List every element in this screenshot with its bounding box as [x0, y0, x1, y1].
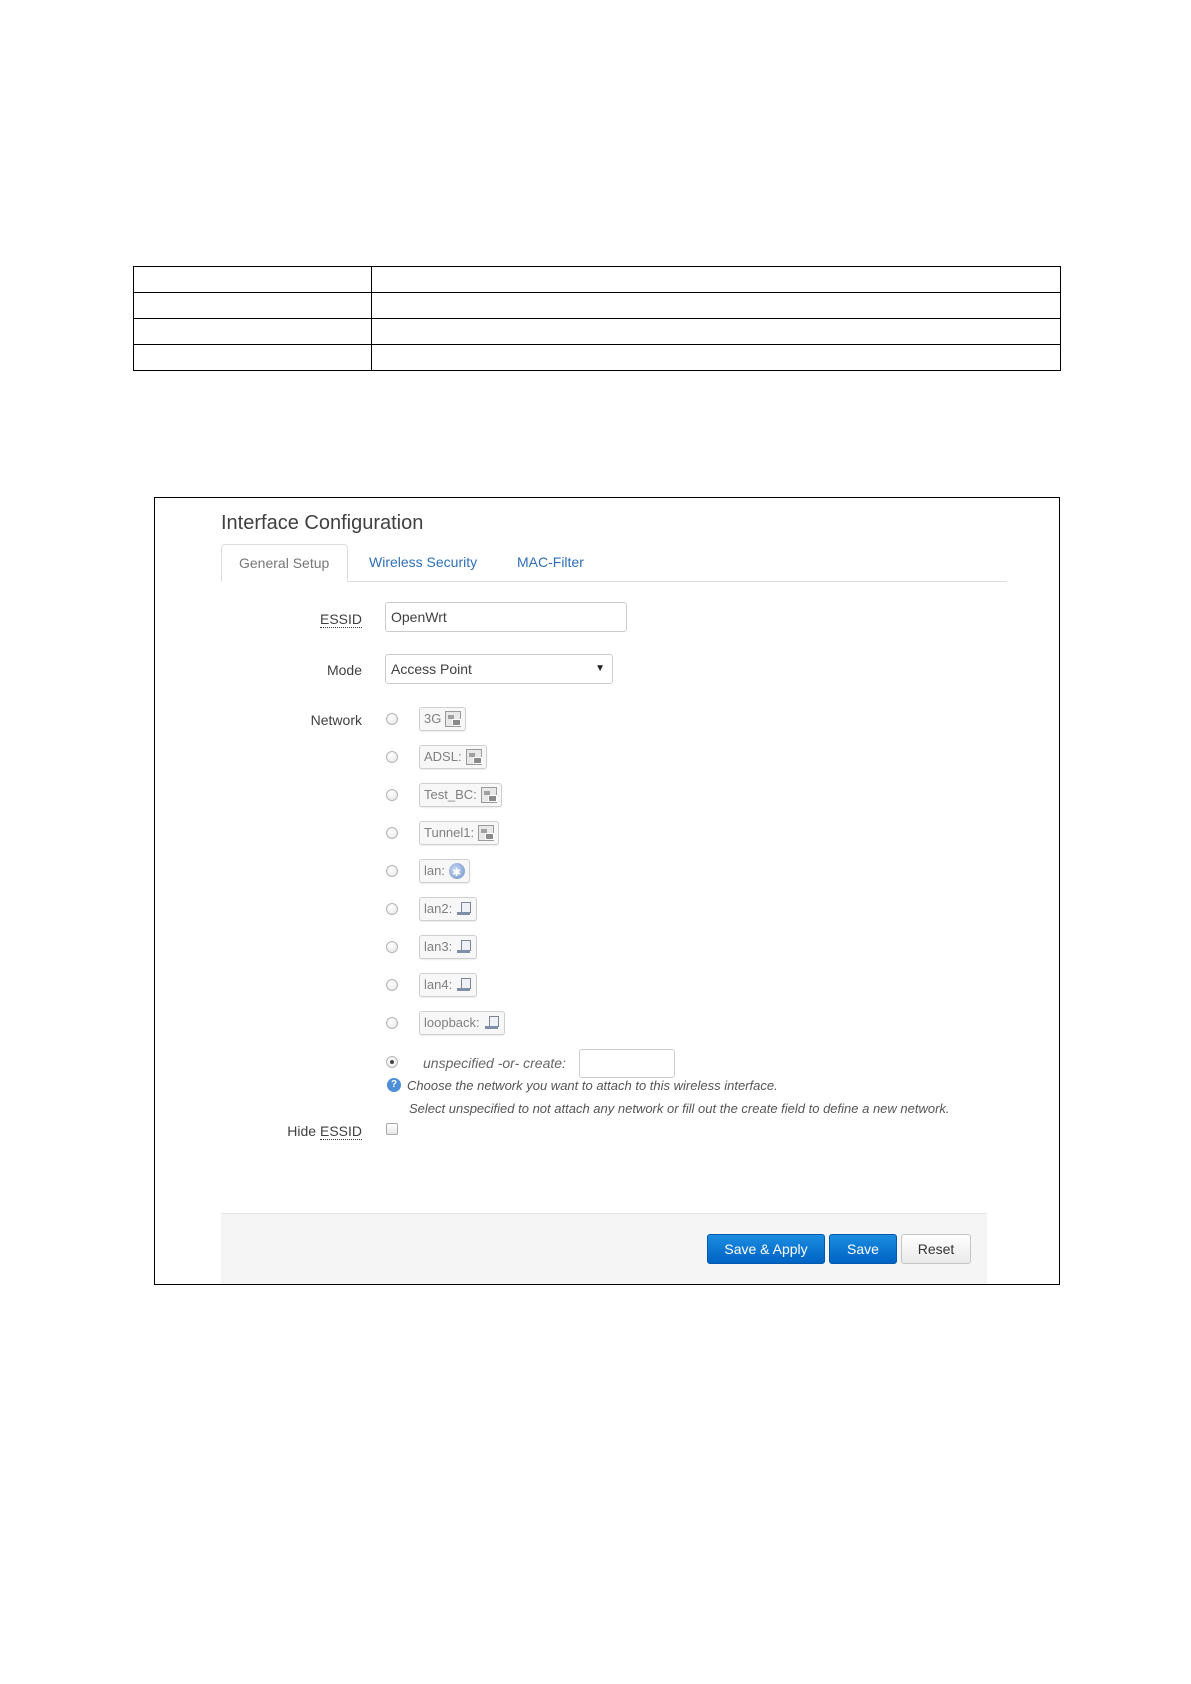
hide-essid-checkbox[interactable]: [386, 1123, 398, 1135]
tunnel-icon: [445, 711, 461, 727]
tab-wireless-security[interactable]: Wireless Security: [369, 554, 478, 570]
ethernet-icon: [456, 901, 472, 917]
reset-button[interactable]: Reset: [901, 1234, 971, 1264]
mode-select-value: Access Point: [391, 661, 472, 677]
tab-mac-filter[interactable]: MAC-Filter: [517, 554, 584, 570]
table-row: [134, 319, 1061, 345]
switch-icon: [449, 863, 465, 879]
mode-label-row: [221, 662, 362, 682]
network-option-lan3[interactable]: lan3:: [419, 935, 477, 959]
tunnel-icon: [466, 749, 482, 765]
network-radio-lan4[interactable]: [386, 979, 398, 991]
network-radio-test-bc[interactable]: [386, 789, 398, 801]
screenshot-frame: [154, 497, 1060, 1285]
ethernet-icon: [456, 977, 472, 993]
network-help-line1: Choose the network you want to attach to this wireless interface.: [407, 1078, 778, 1093]
network-help-line2: Select unspecified to not attach any network or fill out the create field to define a new network.: [409, 1101, 950, 1116]
network-option-loopback[interactable]: loopback:: [419, 1011, 505, 1035]
essid-label: ESSID: [319, 611, 362, 627]
network-radio-unspecified[interactable]: [386, 1056, 398, 1068]
network-radio-loopback[interactable]: [386, 1017, 398, 1029]
network-radio-lan[interactable]: [386, 865, 398, 877]
mode-label: Mode: [326, 662, 362, 678]
network-radio-3g[interactable]: [386, 713, 398, 725]
page-title: Interface Configuration: [221, 512, 424, 534]
network-radio-lan2[interactable]: [386, 903, 398, 915]
network-label-row: [221, 712, 362, 732]
table-row: [134, 267, 1061, 293]
document-table: [133, 266, 1061, 371]
network-option-3g[interactable]: 3G: [419, 707, 466, 731]
save-button[interactable]: Save: [829, 1234, 897, 1264]
network-radio-adsl[interactable]: [386, 751, 398, 763]
unspecified-label: unspecified -or- create:: [423, 1055, 566, 1071]
essid-label-row: [221, 611, 362, 631]
network-radio-tunnel1[interactable]: [386, 827, 398, 839]
network-option-adsl[interactable]: ADSL:: [419, 745, 487, 769]
tab-general-setup[interactable]: General Setup: [221, 544, 348, 582]
chevron-down-icon: ▼: [595, 663, 605, 674]
network-option-tunnel1[interactable]: Tunnel1:: [419, 821, 499, 845]
tunnel-icon: [481, 787, 497, 803]
network-option-lan4[interactable]: lan4:: [419, 973, 477, 997]
network-option-lan2[interactable]: lan2:: [419, 897, 477, 921]
network-radio-lan3[interactable]: [386, 941, 398, 953]
network-option-lan[interactable]: lan: ✱: [419, 859, 470, 883]
essid-input[interactable]: [385, 602, 627, 632]
ethernet-icon: [484, 1015, 500, 1031]
save-apply-button[interactable]: Save & Apply: [707, 1234, 825, 1264]
ethernet-icon: [456, 939, 472, 955]
network-label: Network: [310, 712, 362, 728]
hide-essid-label-row: [221, 1123, 362, 1143]
help-icon: ?: [387, 1078, 401, 1092]
tunnel-icon: [478, 825, 494, 841]
hide-essid-label: Hide ESSID: [287, 1123, 362, 1139]
tab-bar: [221, 544, 1007, 582]
mode-select[interactable]: [385, 654, 613, 684]
table-row: [134, 345, 1061, 371]
network-option-test-bc[interactable]: Test_BC:: [419, 783, 502, 807]
form-footer: [221, 1213, 987, 1284]
create-network-input[interactable]: [579, 1049, 675, 1078]
table-row: [134, 293, 1061, 319]
